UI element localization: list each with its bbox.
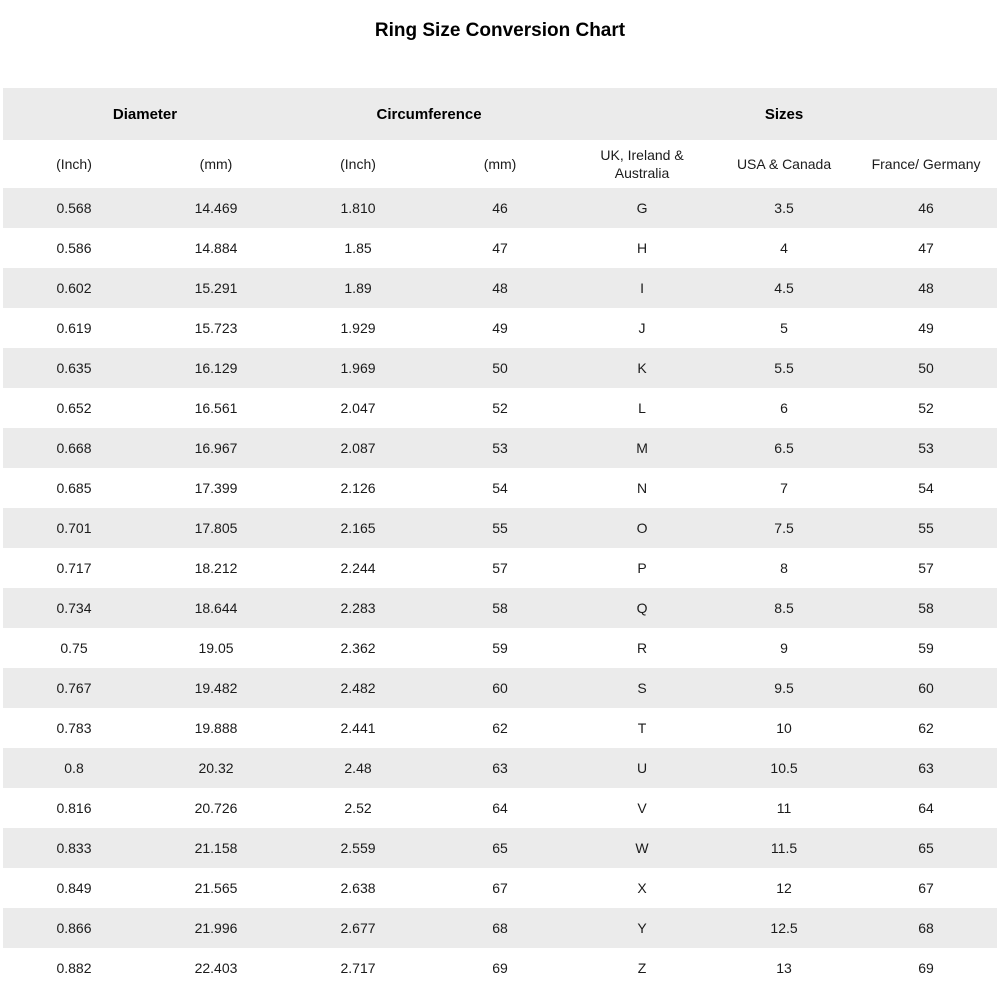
- table-cell-col-5: 4.5: [713, 268, 855, 308]
- table-cell-col-1: 20.726: [145, 788, 287, 828]
- table-cell-col-0: 0.783: [3, 708, 145, 748]
- table-cell-col-2: 2.441: [287, 708, 429, 748]
- table-cell-col-6: 46: [855, 188, 997, 228]
- table-cell-col-1: 19.482: [145, 668, 287, 708]
- table-row: [3, 708, 997, 748]
- table-cell-col-5: 3.5: [713, 188, 855, 228]
- table-cell-col-0: 0.668: [3, 428, 145, 468]
- table-cell-col-2: 2.165: [287, 508, 429, 548]
- table-cell-col-0: 0.882: [3, 948, 145, 988]
- table-cell-col-0: 0.734: [3, 588, 145, 628]
- table-cell-col-3: 46: [429, 188, 571, 228]
- table-cell-col-3: 55: [429, 508, 571, 548]
- table-cell-col-6: 60: [855, 668, 997, 708]
- table-cell-col-6: 69: [855, 948, 997, 988]
- table-cell-col-3: 49: [429, 308, 571, 348]
- table-cell-col-1: 21.565: [145, 868, 287, 908]
- table-cell-col-5: 11.5: [713, 828, 855, 868]
- table-cell-col-0: 0.866: [3, 908, 145, 948]
- table-row: [3, 588, 997, 628]
- table-cell-col-4: S: [571, 668, 713, 708]
- table-body: [3, 188, 997, 988]
- table-cell-col-3: 52: [429, 388, 571, 428]
- table-cell-col-4: Y: [571, 908, 713, 948]
- table-cell-col-6: 64: [855, 788, 997, 828]
- table-cell-col-1: 17.805: [145, 508, 287, 548]
- column-header-4: UK, Ireland & Australia: [571, 140, 713, 188]
- table-cell-col-1: 16.967: [145, 428, 287, 468]
- table-cell-col-4: V: [571, 788, 713, 828]
- table-cell-col-6: 57: [855, 548, 997, 588]
- table-cell-col-5: 9.5: [713, 668, 855, 708]
- table-cell-col-1: 19.05: [145, 628, 287, 668]
- table-cell-col-5: 8.5: [713, 588, 855, 628]
- table-cell-col-6: 59: [855, 628, 997, 668]
- table-cell-col-5: 10: [713, 708, 855, 748]
- table-cell-col-0: 0.717: [3, 548, 145, 588]
- column-header-6: France/ Germany: [855, 140, 997, 188]
- table-cell-col-4: G: [571, 188, 713, 228]
- group-header-circumference: Circumference: [287, 88, 571, 140]
- table-cell-col-4: P: [571, 548, 713, 588]
- column-header-1: (mm): [145, 140, 287, 188]
- table-row: [3, 268, 997, 308]
- table-cell-col-3: 57: [429, 548, 571, 588]
- table-cell-col-2: 2.047: [287, 388, 429, 428]
- table-cell-col-6: 65: [855, 828, 997, 868]
- table-cell-col-2: 2.482: [287, 668, 429, 708]
- table-cell-col-5: 12: [713, 868, 855, 908]
- table-cell-col-5: 12.5: [713, 908, 855, 948]
- page-title: Ring Size Conversion Chart: [374, 20, 626, 41]
- table-cell-col-0: 0.816: [3, 788, 145, 828]
- table-cell-col-0: 0.586: [3, 228, 145, 268]
- table-cell-col-6: 52: [855, 388, 997, 428]
- table-cell-col-3: 62: [429, 708, 571, 748]
- table-cell-col-5: 7: [713, 468, 855, 508]
- table-cell-col-6: 54: [855, 468, 997, 508]
- table-cell-col-1: 15.291: [145, 268, 287, 308]
- table-cell-col-3: 59: [429, 628, 571, 668]
- table-cell-col-5: 13: [713, 948, 855, 988]
- table-cell-col-1: 20.32: [145, 748, 287, 788]
- table-cell-col-1: 21.158: [145, 828, 287, 868]
- group-header-sizes: Sizes: [571, 88, 997, 140]
- group-header-row: [3, 88, 997, 140]
- table-cell-col-4: T: [571, 708, 713, 748]
- table-cell-col-0: 0.635: [3, 348, 145, 388]
- group-header-diameter: Diameter: [3, 88, 287, 140]
- table-cell-col-4: I: [571, 268, 713, 308]
- table-cell-col-3: 63: [429, 748, 571, 788]
- table-cell-col-2: 2.717: [287, 948, 429, 988]
- table-cell-col-0: 0.8: [3, 748, 145, 788]
- table-cell-col-4: K: [571, 348, 713, 388]
- table-cell-col-0: 0.833: [3, 828, 145, 868]
- table-cell-col-0: 0.602: [3, 268, 145, 308]
- table-cell-col-3: 54: [429, 468, 571, 508]
- table-cell-col-3: 69: [429, 948, 571, 988]
- table-cell-col-5: 6.5: [713, 428, 855, 468]
- table-cell-col-4: W: [571, 828, 713, 868]
- table-cell-col-6: 67: [855, 868, 997, 908]
- table-cell-col-0: 0.685: [3, 468, 145, 508]
- table-cell-col-2: 1.89: [287, 268, 429, 308]
- table-row: [3, 428, 997, 468]
- table-cell-col-3: 58: [429, 588, 571, 628]
- table-cell-col-6: 50: [855, 348, 997, 388]
- table-row: [3, 348, 997, 388]
- table-cell-col-0: 0.652: [3, 388, 145, 428]
- table-cell-col-6: 53: [855, 428, 997, 468]
- table-cell-col-6: 68: [855, 908, 997, 948]
- table-cell-col-1: 21.996: [145, 908, 287, 948]
- table-cell-col-3: 65: [429, 828, 571, 868]
- table-row: [3, 868, 997, 908]
- table-cell-col-1: 15.723: [145, 308, 287, 348]
- table-cell-col-2: 1.85: [287, 228, 429, 268]
- table-cell-col-1: 18.212: [145, 548, 287, 588]
- table-row: [3, 468, 997, 508]
- table-row: [3, 548, 997, 588]
- table-row: [3, 908, 997, 948]
- table-cell-col-0: 0.568: [3, 188, 145, 228]
- table-cell-col-3: 60: [429, 668, 571, 708]
- table-row: [3, 188, 997, 228]
- table-cell-col-4: J: [571, 308, 713, 348]
- table-cell-col-5: 7.5: [713, 508, 855, 548]
- ring-size-conversion-table: [3, 88, 997, 988]
- table-cell-col-3: 64: [429, 788, 571, 828]
- table-cell-col-3: 50: [429, 348, 571, 388]
- table-cell-col-5: 6: [713, 388, 855, 428]
- table-cell-col-3: 67: [429, 868, 571, 908]
- table-row: [3, 748, 997, 788]
- table-cell-col-0: 0.75: [3, 628, 145, 668]
- table-cell-col-2: 2.48: [287, 748, 429, 788]
- table-cell-col-5: 8: [713, 548, 855, 588]
- table-cell-col-4: X: [571, 868, 713, 908]
- table-cell-col-4: N: [571, 468, 713, 508]
- table-cell-col-4: O: [571, 508, 713, 548]
- table-cell-col-2: 2.244: [287, 548, 429, 588]
- table-cell-col-6: 48: [855, 268, 997, 308]
- table-cell-col-5: 11: [713, 788, 855, 828]
- table-cell-col-1: 14.469: [145, 188, 287, 228]
- table-cell-col-2: 2.52: [287, 788, 429, 828]
- table-cell-col-4: U: [571, 748, 713, 788]
- table-row: [3, 308, 997, 348]
- table-cell-col-6: 49: [855, 308, 997, 348]
- table-cell-col-3: 47: [429, 228, 571, 268]
- table-cell-col-1: 16.561: [145, 388, 287, 428]
- table-cell-col-3: 53: [429, 428, 571, 468]
- table-cell-col-4: Z: [571, 948, 713, 988]
- table-cell-col-0: 0.849: [3, 868, 145, 908]
- table-cell-col-4: L: [571, 388, 713, 428]
- table-cell-col-6: 47: [855, 228, 997, 268]
- table-cell-col-2: 1.929: [287, 308, 429, 348]
- table-row: [3, 628, 997, 668]
- table-cell-col-2: 2.283: [287, 588, 429, 628]
- table-cell-col-2: 2.087: [287, 428, 429, 468]
- table-cell-col-0: 0.619: [3, 308, 145, 348]
- table-cell-col-1: 22.403: [145, 948, 287, 988]
- table-cell-col-2: 2.559: [287, 828, 429, 868]
- table-cell-col-5: 5.5: [713, 348, 855, 388]
- table-row: [3, 828, 997, 868]
- table-row: [3, 388, 997, 428]
- column-header-0: (Inch): [3, 140, 145, 188]
- table-cell-col-3: 68: [429, 908, 571, 948]
- column-header-5: USA & Canada: [713, 140, 855, 188]
- table-cell-col-2: 2.677: [287, 908, 429, 948]
- table-cell-col-6: 55: [855, 508, 997, 548]
- table-cell-col-2: 2.126: [287, 468, 429, 508]
- table-cell-col-4: Q: [571, 588, 713, 628]
- column-header-2: (Inch): [287, 140, 429, 188]
- table-cell-col-6: 63: [855, 748, 997, 788]
- table-cell-col-0: 0.701: [3, 508, 145, 548]
- table-cell-col-5: 4: [713, 228, 855, 268]
- table-cell-col-4: M: [571, 428, 713, 468]
- table-cell-col-5: 9: [713, 628, 855, 668]
- table-cell-col-4: R: [571, 628, 713, 668]
- table-cell-col-6: 58: [855, 588, 997, 628]
- table-row: [3, 668, 997, 708]
- table-cell-col-3: 48: [429, 268, 571, 308]
- table-cell-col-4: H: [571, 228, 713, 268]
- table-cell-col-2: 1.810: [287, 188, 429, 228]
- table-cell-col-1: 17.399: [145, 468, 287, 508]
- column-header-row: [3, 140, 997, 188]
- table-cell-col-5: 5: [713, 308, 855, 348]
- table-row: [3, 508, 997, 548]
- table-row: [3, 788, 997, 828]
- table-cell-col-2: 1.969: [287, 348, 429, 388]
- column-header-3: (mm): [429, 140, 571, 188]
- table-cell-col-5: 10.5: [713, 748, 855, 788]
- table-cell-col-1: 19.888: [145, 708, 287, 748]
- table-row: [3, 948, 997, 988]
- table-cell-col-2: 2.362: [287, 628, 429, 668]
- table-cell-col-1: 18.644: [145, 588, 287, 628]
- table-row: [3, 228, 997, 268]
- table-cell-col-2: 2.638: [287, 868, 429, 908]
- table-cell-col-0: 0.767: [3, 668, 145, 708]
- table-cell-col-1: 16.129: [145, 348, 287, 388]
- table-cell-col-6: 62: [855, 708, 997, 748]
- table-cell-col-1: 14.884: [145, 228, 287, 268]
